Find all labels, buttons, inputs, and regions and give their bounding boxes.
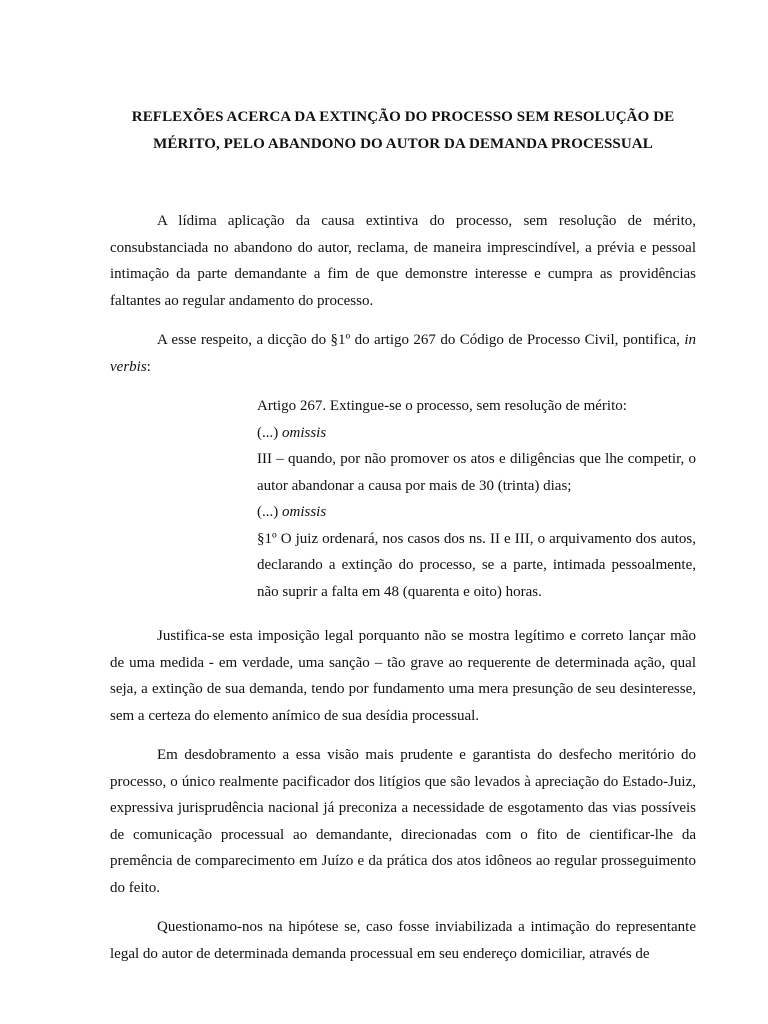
paragraph-2-text: A esse respeito, a dicção do §1º do artigo 267 do Código de Processo Civil, pontifica, [157,332,680,348]
title-line-2: MÉRITO, PELO ABANDONO DO AUTOR DA DEMANDA PROCESSUAL [153,136,653,152]
quote-article-heading: Artigo 267. Extingue-se o processo, sem resolução de mérito: [257,398,627,414]
quote-item-iii: III – quando, por não promover os atos e diligências que lhe competir, o autor abandonar a causa por mais de 30 (trinta) dias; [257,451,696,494]
paragraph-2-italic: in verbis [110,332,696,375]
quote-omissis-1 [257,420,696,447]
quote-omissis-1-prefix: (...) [257,424,279,441]
paragraph-5: Questionamo-nos na hipótese se, caso fosse inviabilizada a intimação do representante legal do autor de determinada demanda processual em seu endereço domiciliar, através de [110,919,696,962]
paragraph-2 [110,327,696,380]
quote-omissis-2-word: omissis [282,504,327,520]
quote-paragraph-1: §1º O juiz ordenará, nos casos dos ns. II e III, o arquivamento dos autos, declarando a extinção do processo, se a parte, intimada pessoalmente, não suprir a falta em 48 (quarenta e oito) horas. [257,530,696,600]
quote-omissis-1-word: omissis [282,424,327,441]
paragraph-4: Em desdobramento a essa visão mais prudente e garantista do desfecho meritório do processo, o único realmente pacificador dos litígios que são levados à apreciação do Estado-Juiz, expressiva jurisprudência nacional já preconiza a necessidade de esgotamento das vias possíveis de comunicação processual ao demandante, direcionadas com o fito de cientificar-lhe da premência de comparecimento em Juízo e da prática dos atos idôneos ao regular prosseguimento do feito. [110,747,696,896]
statute-quote [257,393,696,605]
paragraph-2-colon: : [146,358,151,375]
paragraph-3: Justifica-se esta imposição legal porquanto não se mostra legítimo e correto lançar mão de uma medida - em verdade, uma sanção – tão grave ao requerente de determinada ação, qual seja, a extinção de sua demanda, tendo por fundamento uma mera presunção de seu desinteresse, sem a certeza do elemento anímico de sua desídia processual. [110,628,696,724]
title-line-1: REFLEXÕES ACERCA DA EXTINÇÃO DO PROCESSO SEM RESOLUÇÃO DE [131,109,675,125]
paragraph-1: A lídima aplicação da causa extintiva do processo, sem resolução de mérito, consubstanciada no abandono do autor, reclama, de maneira imprescindível, a prévia e pessoal intimação da parte demandante a fim de que demonstre interesse e cumpra as providências faltantes ao regular andamento do processo. [110,213,696,309]
quote-omissis-2-prefix: (...) [257,504,279,520]
quote-omissis-2 [257,499,696,526]
document-title [110,104,696,158]
document-body [110,208,696,980]
